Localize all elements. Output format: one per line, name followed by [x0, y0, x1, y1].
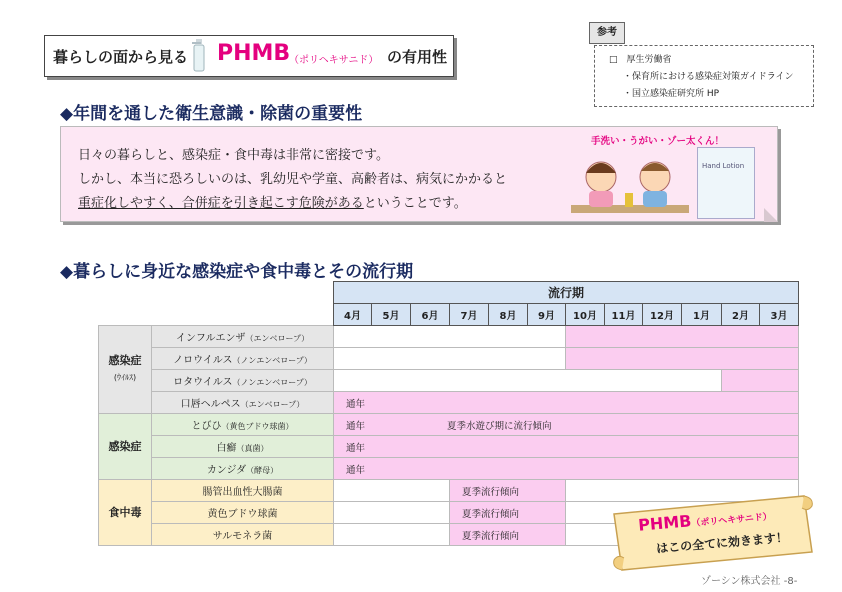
active-period-cell	[450, 524, 566, 546]
inactive-period-cell	[334, 502, 450, 524]
disease-name-cell	[152, 480, 334, 502]
title-box	[44, 35, 454, 77]
category-cell	[99, 326, 152, 414]
period-note: 通年	[346, 420, 366, 432]
table-row	[99, 392, 799, 414]
inactive-period-cell	[334, 524, 450, 546]
disease-name-cell	[152, 502, 334, 524]
table-row	[99, 458, 799, 480]
active-period-cell	[566, 348, 799, 370]
reference-line: ・国立感染症研究所 HP	[623, 89, 720, 99]
table-corner-blank	[99, 282, 334, 304]
reference-line: ・保育所における感染症対策ガイドライン	[623, 72, 794, 82]
month-header: 5月	[372, 304, 411, 326]
month-header: 4月	[334, 304, 372, 326]
period-note: 通年	[346, 398, 366, 410]
disease-name-cell	[152, 436, 334, 458]
month-header: 2月	[722, 304, 760, 326]
disease-sub: （ノンエンベロープ）	[232, 356, 312, 365]
disease-name-cell	[152, 458, 334, 480]
table-header-row	[99, 282, 799, 304]
category-label: 食中毒	[108, 505, 142, 519]
inactive-period-cell	[334, 348, 566, 370]
table-row	[99, 326, 799, 348]
handwashing-children-illustration	[571, 149, 689, 217]
disease-name-cell	[152, 326, 334, 348]
reference-box	[594, 45, 814, 107]
intro-line-3	[78, 192, 467, 211]
callout-text: はこの全てに効きます！	[655, 530, 789, 556]
callout-brand: PHMB（ポリヘキサニド）	[637, 511, 773, 535]
month-header: 1月	[682, 304, 722, 326]
category-label: 感染症	[108, 439, 142, 453]
title-prefix: 暮らしの面から見る	[53, 48, 189, 66]
category-cell	[99, 414, 152, 480]
intro-box	[60, 126, 778, 222]
illustration-caption: 手洗い・うがい・ゾー太くん！	[591, 136, 725, 147]
table-row	[99, 348, 799, 370]
disease-name-cell	[152, 524, 334, 546]
disease-name-cell	[152, 392, 334, 414]
disease-sub: （ノンエンベロープ）	[232, 378, 312, 387]
month-header: 9月	[528, 304, 566, 326]
disease-name: 黄色ブドウ球菌	[207, 509, 278, 520]
title-brand: PHMB	[217, 41, 291, 66]
table-row	[99, 414, 799, 436]
month-header: 11月	[605, 304, 643, 326]
intro-line-2: しかし、本当に恐ろしいのは、乳幼児や学童、高齢者は、病気にかかると	[78, 172, 508, 187]
inactive-period-cell	[334, 370, 722, 392]
month-header: 7月	[450, 304, 489, 326]
disease-name: サルモネラ菌	[212, 531, 273, 542]
inactive-period-cell	[334, 326, 566, 348]
active-period-cell	[334, 392, 799, 414]
active-period-cell	[334, 414, 799, 436]
period-note: 夏季流行傾向	[462, 508, 520, 520]
phmb-callout	[608, 492, 818, 572]
title-suffix: の有用性	[387, 48, 448, 66]
disease-sub: （酵母）	[246, 466, 279, 475]
period-note: 夏季流行傾向	[462, 530, 520, 542]
month-header: 8月	[489, 304, 528, 326]
section-heading-1: ◆年間を通した衛生意識・除菌の重要性	[60, 104, 363, 124]
table-row	[99, 370, 799, 392]
page-fold-corner	[764, 208, 778, 222]
disease-name: 口唇ヘルペス	[180, 399, 241, 410]
booklet-title: Hand Lotion	[702, 162, 745, 170]
disease-name: ロタウイルス	[173, 377, 233, 388]
active-period-cell	[334, 458, 799, 480]
disease-name: ノロウイルス	[173, 355, 233, 366]
disease-sub: （エンベロープ）	[245, 334, 310, 343]
disease-sub: （エンベロープ）	[240, 400, 305, 409]
disease-sub: （真菌）	[236, 444, 269, 453]
period-header: 流行期	[334, 282, 799, 304]
disease-name: インフルエンザ	[175, 333, 246, 344]
booklet-image	[697, 147, 755, 219]
month-header: 6月	[411, 304, 450, 326]
period-note: 通年	[346, 442, 366, 454]
disease-name: 白癬	[216, 443, 237, 454]
month-header: 10月	[566, 304, 605, 326]
active-period-cell	[334, 436, 799, 458]
spray-bottle-icon	[191, 38, 207, 72]
category-sub: (ｳｲﾙｽ)	[113, 373, 137, 382]
active-period-cell	[450, 480, 566, 502]
footer-company-page: ゾーシン株式会社 -8-	[701, 576, 798, 587]
disease-name-cell	[152, 414, 334, 436]
reference-line: □ 厚生労働省	[609, 55, 672, 65]
month-header: 3月	[760, 304, 799, 326]
period-note-secondary: 夏季水遊び期に流行傾向	[447, 420, 552, 432]
disease-sub: （黄色ブドウ球菌）	[221, 422, 294, 431]
active-period-cell	[566, 326, 799, 348]
table-corner-blank	[99, 304, 334, 326]
intro-line-3-rest: ということです。	[363, 196, 467, 211]
active-period-cell	[722, 370, 799, 392]
disease-name-cell	[152, 348, 334, 370]
disease-name: とびひ	[191, 421, 222, 432]
table-row	[99, 436, 799, 458]
intro-underlined-text: 重症化しやすく、合併症を引き起こす危険がある	[78, 196, 364, 211]
disease-name: カンジダ	[206, 465, 247, 476]
disease-name: 腸管出血性大腸菌	[202, 487, 283, 498]
inactive-period-cell	[334, 480, 450, 502]
section-heading-2: ◆暮らしに身近な感染症や食中毒とその流行期	[60, 262, 414, 282]
month-header: 12月	[643, 304, 682, 326]
disease-name-cell	[152, 370, 334, 392]
period-note: 通年	[346, 464, 366, 476]
reference-tag: 参考	[589, 22, 625, 44]
category-cell	[99, 480, 152, 546]
category-label: 感染症	[108, 354, 142, 367]
title-brand-sub: （ポリヘキサニド）	[289, 55, 379, 66]
intro-line-1: 日々の暮らしと、感染症・食中毒は非常に密接です。	[78, 148, 389, 163]
active-period-cell	[450, 502, 566, 524]
month-header-row	[99, 304, 799, 326]
period-note: 夏季流行傾向	[462, 486, 520, 498]
